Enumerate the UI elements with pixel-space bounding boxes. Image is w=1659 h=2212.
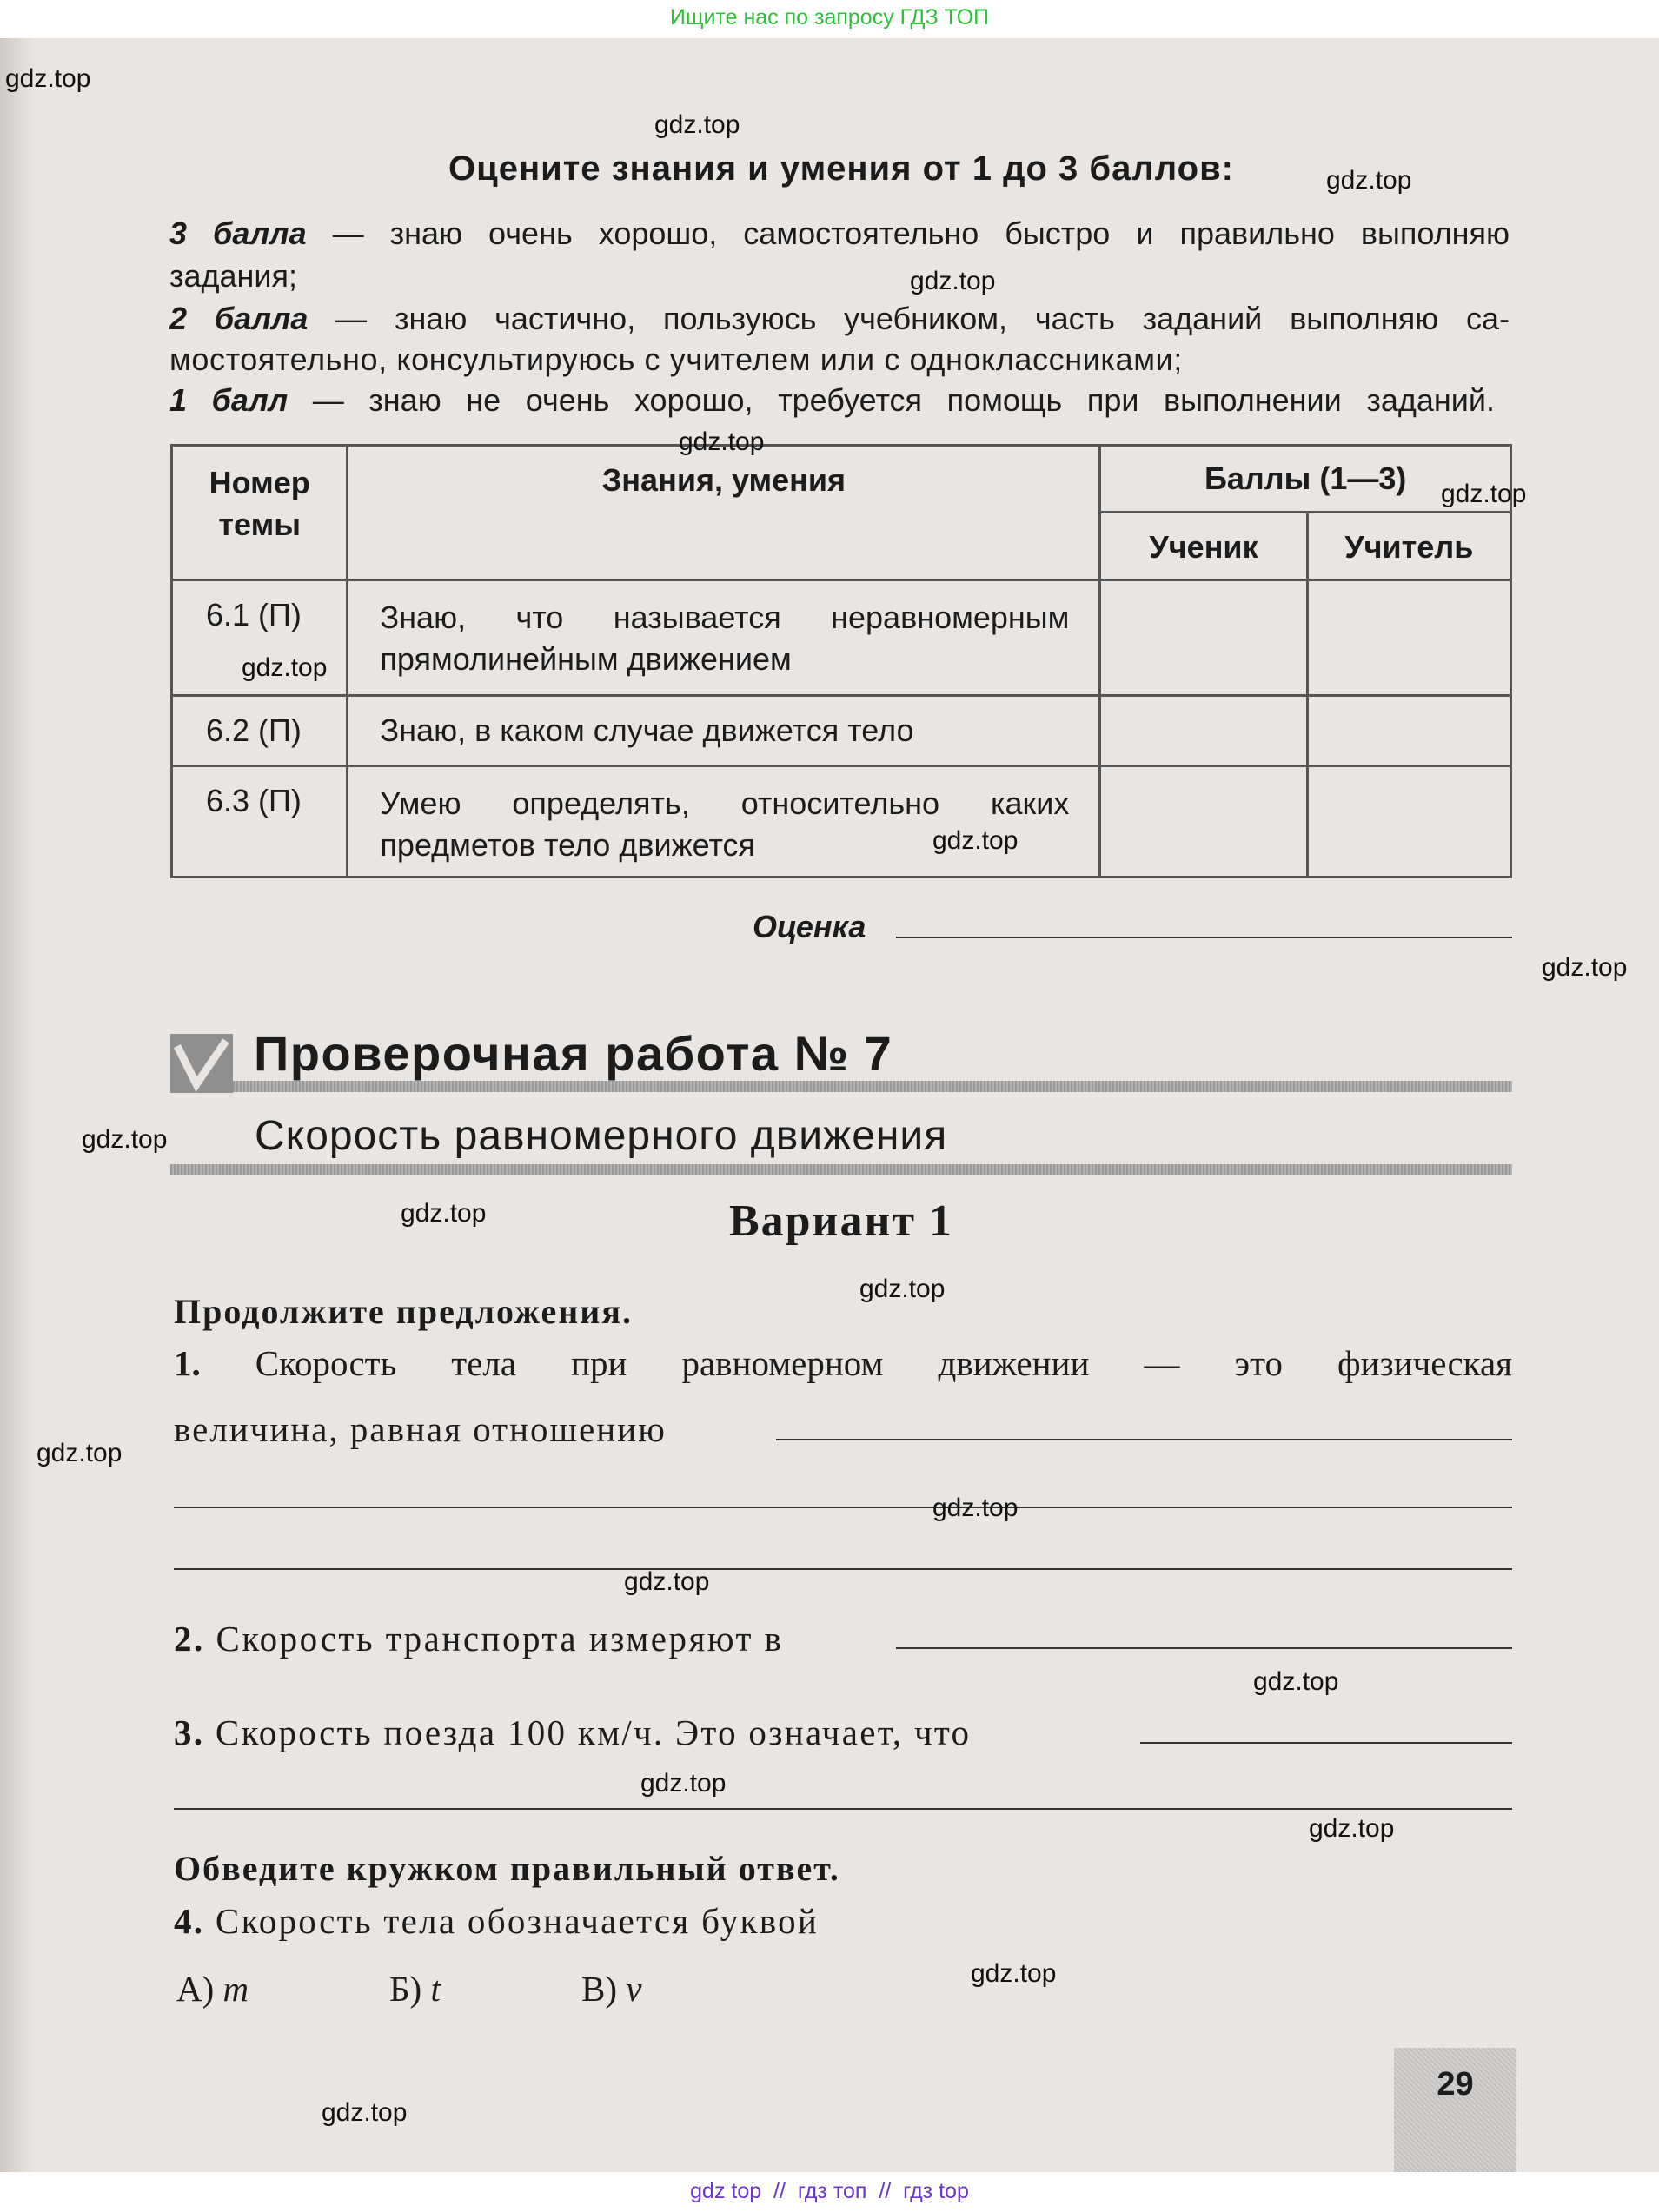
watermark: gdz.top bbox=[5, 64, 91, 93]
rating-text: — знаю не очень хорошо, требуется помощь при выполнении заданий. bbox=[288, 382, 1496, 418]
test-title: Проверочная работа № 7 bbox=[254, 1026, 893, 1081]
rating-text: — знаю частично, пользуюсь учебником, часть заданий выполняю са- bbox=[308, 301, 1510, 336]
rating-bold: 3 балла bbox=[169, 215, 307, 251]
watermark: gdz.top bbox=[36, 1439, 123, 1467]
option-value: t bbox=[430, 1969, 441, 2009]
table-row bbox=[172, 580, 1511, 696]
row-topic: 6.3 (П) bbox=[172, 766, 348, 878]
rating-text: — знаю очень хорошо, самостоятельно быстро и правильно выполняю bbox=[306, 215, 1510, 251]
teacher-score-cell[interactable] bbox=[1307, 696, 1510, 766]
table-row bbox=[172, 696, 1511, 766]
subtitle-band bbox=[170, 1164, 1512, 1175]
student-score-cell[interactable] bbox=[1100, 580, 1307, 696]
option-b[interactable] bbox=[389, 1968, 441, 2010]
row-topic: 6.2 (П) bbox=[172, 696, 348, 766]
instruction-circle: Обведите кружком правильный ответ. bbox=[174, 1849, 840, 1888]
header-student: Ученик bbox=[1100, 513, 1307, 580]
variant-title: Вариант 1 bbox=[728, 1196, 954, 1246]
rating-line-1 bbox=[169, 215, 1510, 252]
row-skill bbox=[348, 766, 1100, 878]
grade-label: Оценка bbox=[753, 909, 866, 944]
search-banner: Ищите нас по запросу ГДЗ ТОП bbox=[0, 0, 1659, 38]
answer-line-2[interactable] bbox=[896, 1647, 1512, 1649]
option-value: m bbox=[222, 1969, 249, 2009]
question-2 bbox=[174, 1618, 783, 1659]
watermark: gdz.top bbox=[654, 110, 740, 139]
watermark: gdz.top bbox=[1542, 953, 1628, 982]
question-text: Скорость тела при равномерном движении — это физическая bbox=[255, 1343, 1512, 1383]
answer-line-3b[interactable] bbox=[174, 1808, 1512, 1810]
rating-line-5 bbox=[169, 382, 1495, 419]
watermark: gdz.top bbox=[932, 1493, 1019, 1522]
page-number: 29 bbox=[1437, 2066, 1474, 2103]
question-4 bbox=[174, 1900, 819, 1942]
row-skill-line: прямолинейным движением bbox=[380, 641, 792, 677]
rating-line-4: мостоятельно, консультируюсь с учителем или с одноклассниками; bbox=[169, 341, 1183, 377]
rating-line-3 bbox=[169, 301, 1510, 337]
watermark: gdz.top bbox=[624, 1567, 710, 1596]
answer-line-1a[interactable] bbox=[776, 1439, 1512, 1440]
self-assessment-table bbox=[170, 444, 1512, 878]
watermark: gdz.top bbox=[322, 2098, 408, 2127]
watermark: gdz.top bbox=[679, 427, 765, 456]
teacher-score-cell[interactable] bbox=[1307, 580, 1510, 696]
question-text: Скорость поезда 100 км/ч. Это означает, что bbox=[215, 1712, 972, 1752]
row-skill-line: Знаю, что называется неравномерным bbox=[380, 599, 1070, 635]
check-mark-icon bbox=[170, 1034, 233, 1093]
watermark: gdz.top bbox=[1441, 480, 1527, 508]
row-skill bbox=[348, 580, 1100, 696]
footer-links[interactable]: gdz top // гдз топ // гдз top bbox=[0, 2172, 1659, 2212]
watermark: gdz.top bbox=[401, 1199, 487, 1228]
watermark: gdz.top bbox=[932, 826, 1019, 855]
answer-line-3a[interactable] bbox=[1140, 1742, 1512, 1744]
option-label: Б) bbox=[389, 1969, 422, 2009]
watermark: gdz.top bbox=[242, 653, 328, 682]
header-topic bbox=[172, 446, 348, 580]
watermark: gdz.top bbox=[910, 267, 996, 295]
test-subtitle: Скорость равномерного движения bbox=[255, 1113, 948, 1159]
header-topic-label: Номер темы bbox=[209, 465, 310, 542]
row-topic: 6.1 (П) bbox=[172, 580, 348, 696]
header-points: Баллы (1—3) bbox=[1100, 446, 1511, 513]
title-band bbox=[233, 1081, 1512, 1092]
watermark: gdz.top bbox=[1253, 1667, 1339, 1696]
table-row bbox=[172, 766, 1511, 878]
watermark: gdz.top bbox=[1309, 1814, 1395, 1843]
watermark: gdz.top bbox=[82, 1125, 168, 1154]
question-number: 2. bbox=[174, 1619, 205, 1659]
student-score-cell[interactable] bbox=[1100, 766, 1307, 878]
watermark: gdz.top bbox=[1326, 166, 1412, 195]
student-score-cell[interactable] bbox=[1100, 696, 1307, 766]
option-a[interactable] bbox=[176, 1968, 249, 2010]
question-number: 1. bbox=[174, 1343, 201, 1383]
header-skills: Знания, умения bbox=[348, 446, 1100, 580]
option-c[interactable] bbox=[581, 1968, 641, 2010]
rating-bold: 2 балла bbox=[169, 301, 309, 336]
watermark: gdz.top bbox=[859, 1275, 946, 1303]
answer-line-1b[interactable] bbox=[174, 1507, 1512, 1508]
watermark: gdz.top bbox=[640, 1769, 727, 1798]
rating-line-2: задания; bbox=[169, 258, 298, 294]
question-1-line-2: величина, равная отношению bbox=[174, 1409, 667, 1449]
watermark: gdz.top bbox=[971, 1959, 1057, 1988]
option-label: В) bbox=[581, 1969, 617, 2009]
question-number: 3. bbox=[174, 1712, 205, 1752]
option-value: v bbox=[626, 1969, 642, 2009]
header-teacher: Учитель bbox=[1307, 513, 1510, 580]
instruction-continue: Продолжите предложения. bbox=[174, 1292, 633, 1331]
rating-bold: 1 балл bbox=[169, 382, 289, 418]
question-text: Скорость транспорта измеряют в bbox=[216, 1619, 784, 1659]
page-edge-shadow bbox=[0, 38, 35, 2172]
grade-answer-line[interactable] bbox=[896, 937, 1512, 938]
question-number: 4. bbox=[174, 1901, 205, 1941]
question-1-line-1 bbox=[174, 1342, 1512, 1384]
teacher-score-cell[interactable] bbox=[1307, 766, 1510, 878]
answer-line-1c[interactable] bbox=[174, 1568, 1512, 1570]
row-skill: Знаю, в каком случае движется тело bbox=[348, 696, 1100, 766]
question-text: Скорость тела обозначается буквой bbox=[215, 1901, 820, 1941]
rating-heading: Оцените знания и умения от 1 до 3 баллов: bbox=[448, 149, 1234, 188]
row-skill-line: Умею определять, относительно каких bbox=[380, 785, 1070, 821]
question-3 bbox=[174, 1712, 971, 1753]
row-skill-line: предметов тело движется bbox=[380, 827, 756, 863]
option-label: А) bbox=[176, 1969, 215, 2009]
